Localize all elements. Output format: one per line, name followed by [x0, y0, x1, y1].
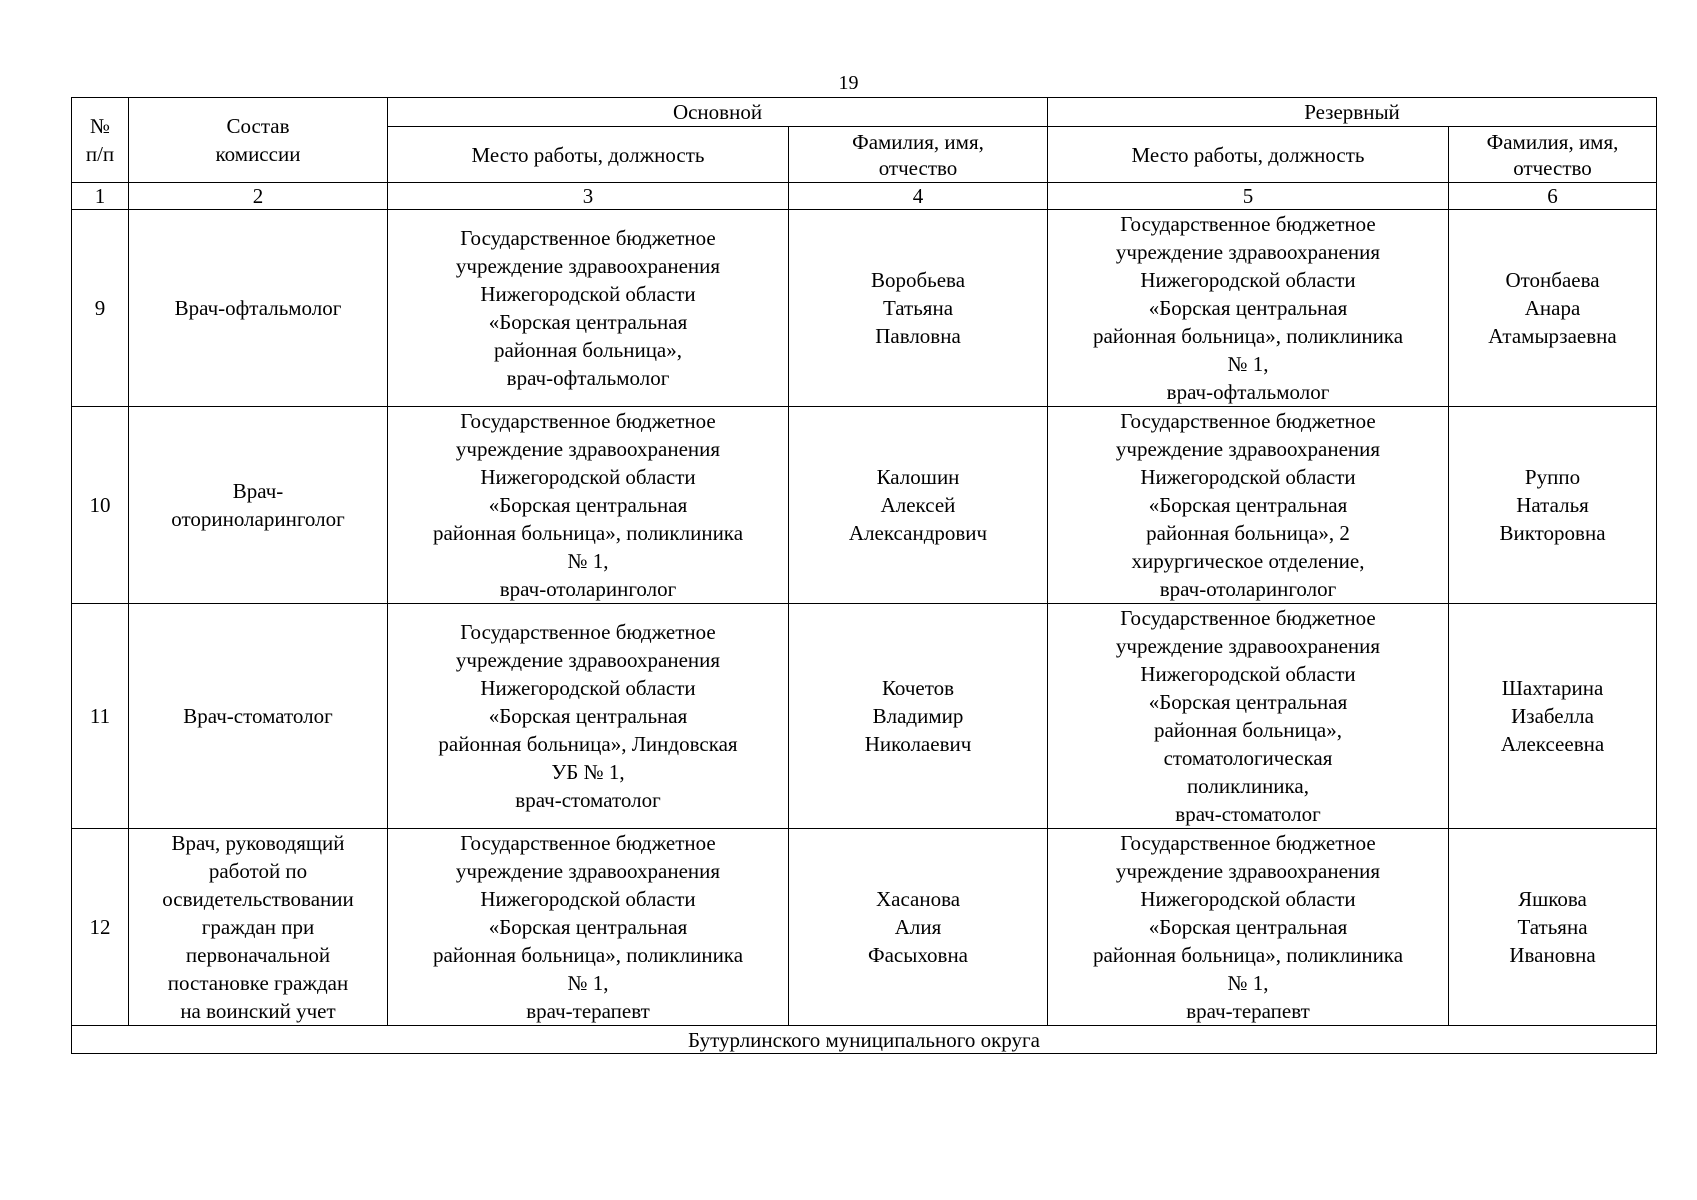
commission-table [71, 97, 1657, 1054]
table-row [72, 407, 1657, 604]
row-main-workplace: Государственное бюджетное учреждение здравоохранения Нижегородской области «Борская центральная районная больница», поликлиника № 1, врач-отоларинголог [388, 407, 789, 604]
column-number: 2 [129, 183, 388, 210]
section-row [72, 1026, 1657, 1054]
column-number: 6 [1449, 183, 1657, 210]
column-number-row [72, 183, 1657, 210]
section-title: Бутурлинского муниципального округа [72, 1026, 1657, 1054]
row-main-fio: Калошин Алексей Александрович [789, 407, 1048, 604]
row-reserve-workplace: Государственное бюджетное учреждение здравоохранения Нижегородской области «Борская центральная районная больница», стоматологическая поликлиника, врач-стоматолог [1048, 604, 1449, 829]
row-main-fio: Кочетов Владимир Николаевич [789, 604, 1048, 829]
row-reserve-fio: Руппо Наталья Викторовна [1449, 407, 1657, 604]
row-number: 10 [72, 407, 129, 604]
column-number: 3 [388, 183, 789, 210]
table-row [72, 604, 1657, 829]
header-main: Основной [388, 98, 1048, 127]
row-reserve-workplace: Государственное бюджетное учреждение здравоохранения Нижегородской области «Борская центральная районная больница», поликлиника № 1, врач-терапевт [1048, 829, 1449, 1026]
header-fio-main: Фамилия, имя, отчество [789, 127, 1048, 183]
header-workplace-main: Место работы, должность [388, 127, 789, 183]
row-reserve-workplace: Государственное бюджетное учреждение здравоохранения Нижегородской области «Борская центральная районная больница», 2 хирургическое отделение, врач-отоларинголог [1048, 407, 1449, 604]
header-workplace-reserve: Место работы, должность [1048, 127, 1449, 183]
row-main-fio: Воробьева Татьяна Павловна [789, 210, 1048, 407]
column-number: 1 [72, 183, 129, 210]
row-number: 12 [72, 829, 129, 1026]
row-composition: Врач-стоматолог [129, 604, 388, 829]
header-composition: Состав комиссии [129, 98, 388, 183]
row-main-workplace: Государственное бюджетное учреждение здравоохранения Нижегородской области «Борская центральная районная больница», поликлиника № 1, врач-терапевт [388, 829, 789, 1026]
header-reserve: Резервный [1048, 98, 1657, 127]
header-row-top [72, 98, 1657, 127]
row-main-fio: Хасанова Алия Фасыховна [789, 829, 1048, 1026]
row-reserve-fio: Шахтарина Изабелла Алексеевна [1449, 604, 1657, 829]
row-number: 9 [72, 210, 129, 407]
row-main-workplace: Государственное бюджетное учреждение здравоохранения Нижегородской области «Борская центральная районная больница», врач-офтальмолог [388, 210, 789, 407]
row-reserve-workplace: Государственное бюджетное учреждение здравоохранения Нижегородской области «Борская центральная районная больница», поликлиника № 1, врач-офтальмолог [1048, 210, 1449, 407]
row-main-workplace: Государственное бюджетное учреждение здравоохранения Нижегородской области «Борская центральная районная больница», Линдовская УБ № 1, врач-стоматолог [388, 604, 789, 829]
row-composition: Врач-офтальмолог [129, 210, 388, 407]
page-number: 19 [838, 72, 859, 94]
header-fio-reserve: Фамилия, имя, отчество [1449, 127, 1657, 183]
table-row [72, 829, 1657, 1026]
header-num: № п/п [72, 98, 129, 183]
row-reserve-fio: Яшкова Татьяна Ивановна [1449, 829, 1657, 1026]
column-number: 5 [1048, 183, 1449, 210]
row-composition: Врач- оториноларинголог [129, 407, 388, 604]
row-composition: Врач, руководящий работой по освидетельствовании граждан при первоначальной постановке граждан на воинский учет [129, 829, 388, 1026]
row-number: 11 [72, 604, 129, 829]
table-row [72, 210, 1657, 407]
row-reserve-fio: Отонбаева Анара Атамырзаевна [1449, 210, 1657, 407]
column-number: 4 [789, 183, 1048, 210]
